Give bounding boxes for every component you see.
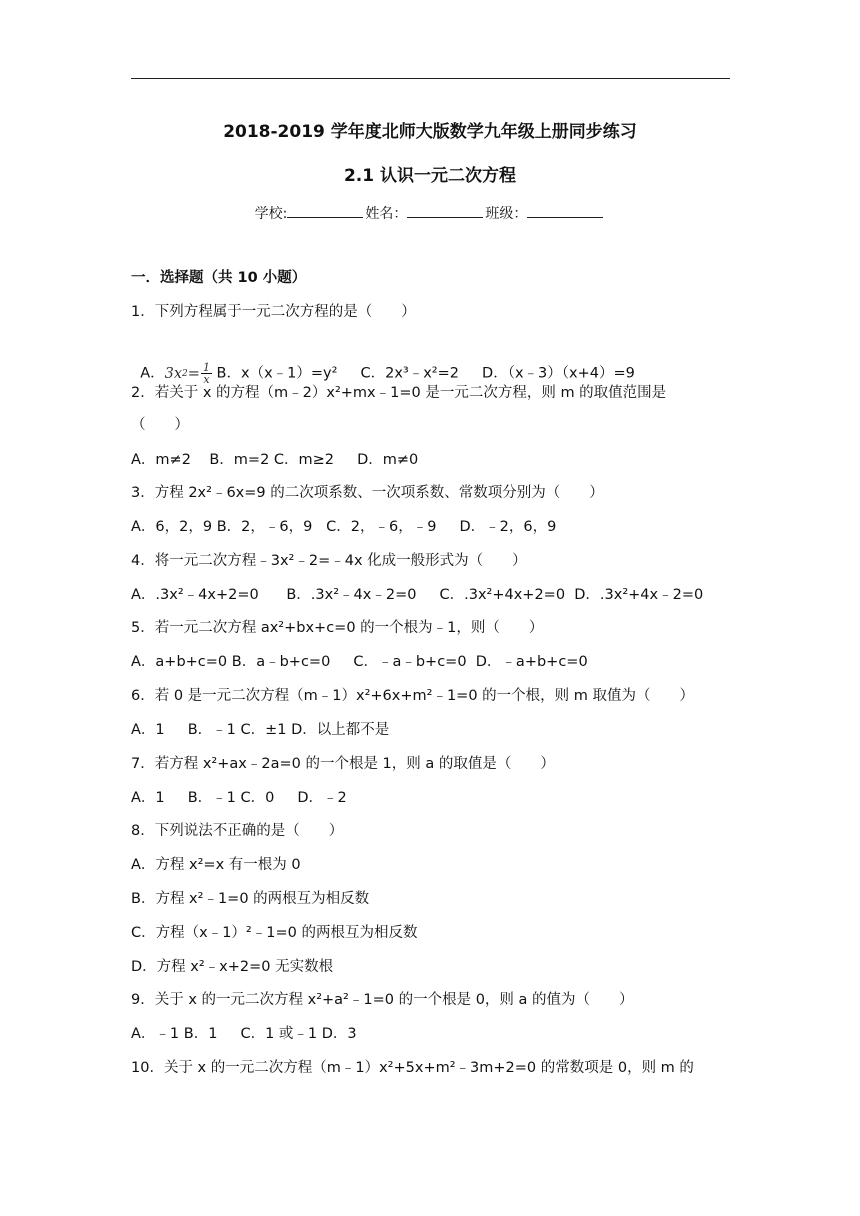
student-info xyxy=(0,203,860,223)
question-7-stem: 7．若方程 x²+ax﹣2a=0 的一个根是 1，则 a 的取值是（ ） xyxy=(131,756,555,772)
question-2-stem: 2．若关于 x 的方程（m﹣2）x²+mx﹣1=0 是一元二次方程，则 m 的取值范围是 xyxy=(131,385,667,401)
question-1-options xyxy=(131,342,635,385)
question-4-options: A．.3x²﹣4x+2=0 B．.3x²﹣4x﹣2=0 C．.3x²+4x+2=0 D．.3x²+4x﹣2=0 xyxy=(131,587,704,603)
question-8-stem: 8．下列说法不正确的是（ ） xyxy=(131,823,344,839)
question-4-stem: 4．将一元二次方程﹣3x²﹣2=﹣4x 化成一般形式为（ ） xyxy=(131,553,527,569)
question-1-other-options: B．x（x﹣1）=y² C．2x³﹣x²=2 D．（x﹣3）（x+4）=9 xyxy=(211,365,635,382)
question-1-stem: 1．下列方程属于一元二次方程的是（ ） xyxy=(131,304,416,320)
option-a-formula: 3x 2 = $\frac{1}{x}$ xyxy=(164,361,210,386)
page-subtitle: 2.1 认识一元二次方程 xyxy=(343,166,517,186)
question-10-stem: 10．关于 x 的一元二次方程（m﹣1）x²+5x+m²﹣3m+2=0 的常数项是 0，则 m 的 xyxy=(131,1060,694,1076)
name-label: 姓名： xyxy=(365,206,408,222)
class-blank[interactable] xyxy=(527,203,603,218)
question-2-options: A．m≠2 B．m=2 C．m≥2 D．m≠0 xyxy=(131,452,419,468)
school-label: 学校: xyxy=(254,206,288,222)
question-8-option-b: B．方程 x²﹣1=0 的两根互为相反数 xyxy=(131,891,370,907)
question-8-option-a: A．方程 x²=x 有一根为 0 xyxy=(131,857,301,873)
question-2-stem-cont: （ ） xyxy=(131,417,189,433)
question-7-options: A．1 B．﹣1 C．0 D．﹣2 xyxy=(131,790,347,806)
name-blank[interactable] xyxy=(407,203,483,218)
question-8-option-d: D．方程 x²﹣x+2=0 无实数根 xyxy=(131,959,334,975)
section-heading: 一．选择题（共 10 小题） xyxy=(131,270,307,286)
question-9-stem: 9．关于 x 的一元二次方程 x²+a²﹣1=0 的一个根是 0，则 a 的值为（ ） xyxy=(131,992,634,1008)
school-blank[interactable] xyxy=(287,203,363,218)
question-6-options: A．1 B．﹣1 C．±1 D．以上都不是 xyxy=(131,722,390,738)
question-5-options: A．a+b+c=0 B．a﹣b+c=0 C．﹣a﹣b+c=0 D．﹣a+b+c=0 xyxy=(131,654,588,670)
page-title: 2018-2019 学年度北师大版数学九年级上册同步练习 xyxy=(223,122,637,142)
option-a-label: A． xyxy=(140,365,165,382)
question-5-stem: 5．若一元二次方程 ax²+bx+c=0 的一个根为﹣1，则（ ） xyxy=(131,620,544,636)
question-3-options: A．6，2，9 B．2，﹣6，9 C．2，﹣6，﹣9 D．﹣2，6，9 xyxy=(131,519,557,535)
header-rule xyxy=(131,78,730,79)
class-label: 班级： xyxy=(485,206,528,222)
question-8-option-c: C．方程（x﹣1）²﹣1=0 的两根互为相反数 xyxy=(131,925,418,941)
question-9-options: A．﹣1 B．1 C．1 或﹣1 D．3 xyxy=(131,1026,357,1042)
question-3-stem: 3．方程 2x²﹣6x=9 的二次项系数、一次项系数、常数项分别为（ ） xyxy=(131,485,604,501)
question-6-stem: 6．若 0 是一元二次方程（m﹣1）x²+6x+m²﹣1=0 的一个根，则 m 取值为（ ） xyxy=(131,688,695,704)
